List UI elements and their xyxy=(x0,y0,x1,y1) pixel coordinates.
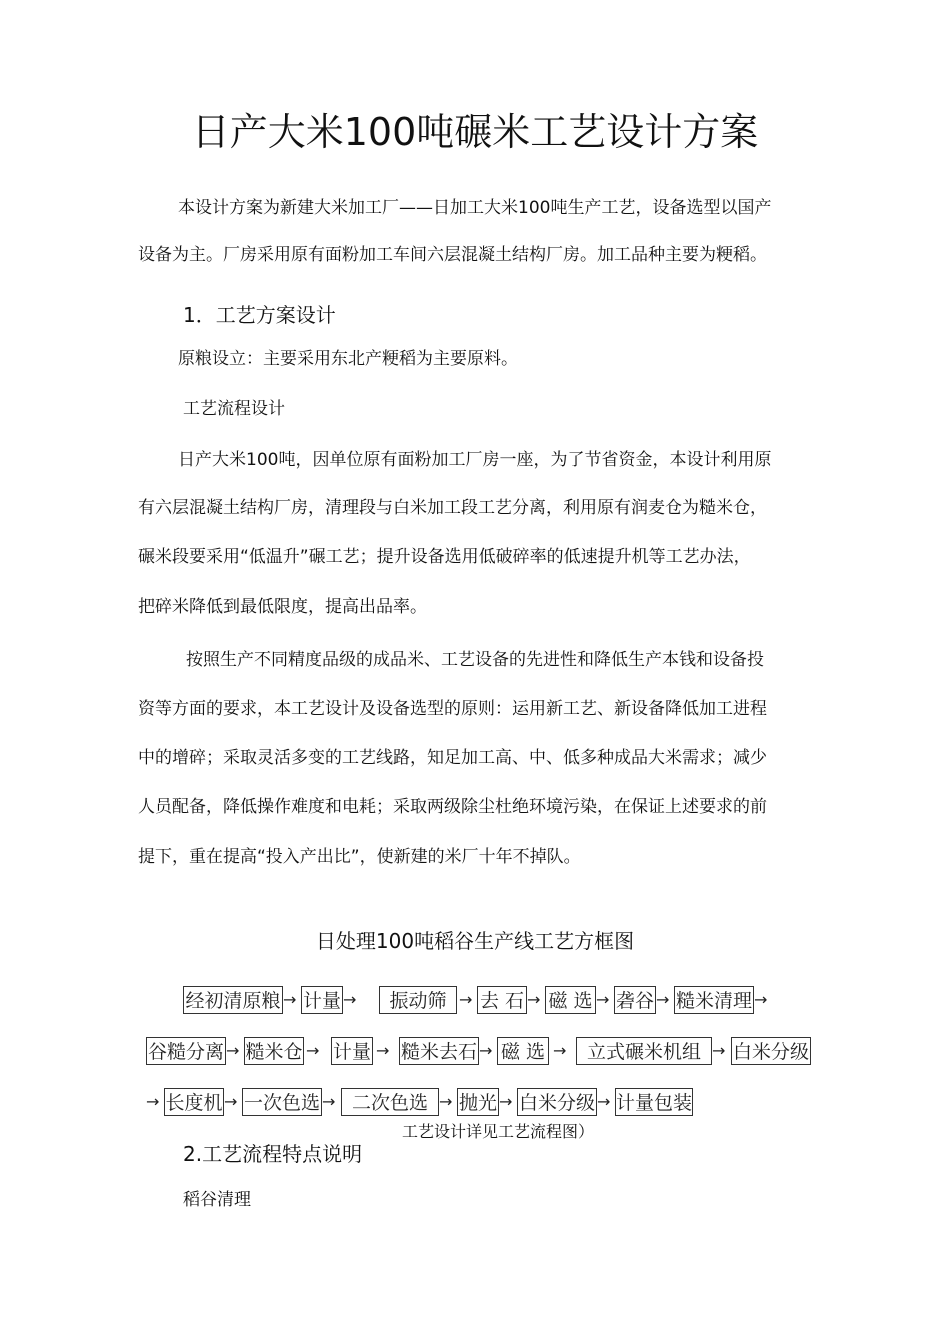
flow-arrow: → xyxy=(553,1041,567,1060)
flow-arrow: → xyxy=(754,990,768,1009)
flow-arrow: → xyxy=(499,1092,513,1111)
flow-box: 磁 选 xyxy=(545,986,596,1014)
flow-box: 抛光 xyxy=(457,1088,499,1116)
flow-box: 白米分级 xyxy=(517,1088,597,1116)
flow-arrow: → xyxy=(226,1041,240,1060)
para1-line-3: 碾米段要采用“低温升”碾工艺；提升设备选用低破碎率的低速提升机等工艺办法， xyxy=(138,547,751,567)
flow-box: 糙米去石 xyxy=(399,1037,479,1065)
flow-arrow: → xyxy=(283,990,297,1009)
flow-box: 一次色选 xyxy=(242,1088,322,1116)
para1-line-1: 日产大米100吨，因单位原有面粉加工厂房一座，为了节省资金，本设计利用原 xyxy=(178,450,772,470)
flow-arrow: → xyxy=(459,990,473,1009)
para2-line-3: 中的增碎；采取灵活多变的工艺线路，知足加工高、中、低多种成品大米需求；减少 xyxy=(138,748,767,768)
flow-arrow: → xyxy=(322,1092,336,1111)
flow-box: 砻谷 xyxy=(614,986,656,1014)
flow-arrow: → xyxy=(439,1092,453,1111)
intro-line-1: 本设计方案为新建大米加工厂——日加工大米100吨生产工艺，设备选型以国产 xyxy=(178,198,772,218)
flow-box: 磁 选 xyxy=(497,1037,549,1065)
para2-line-4: 人员配备，降低操作难度和电耗；采取两级除尘杜绝环境污染，在保证上述要求的前 xyxy=(138,797,767,817)
para2-line-1: 按照生产不同精度品级的成品米、工艺设备的先进性和降低生产本钱和设备投 xyxy=(186,650,764,670)
flow-box: 长度机 xyxy=(164,1088,224,1116)
flow-arrow: → xyxy=(306,1041,320,1060)
flow-box: 经初清原粮 xyxy=(183,986,283,1014)
flow-box: 糙米仓 xyxy=(244,1037,304,1065)
intro-line-2: 设备为主。厂房采用原有面粉加工车间六层混凝土结构厂房。加工品种主要为粳稻。 xyxy=(138,245,767,265)
flow-arrow: → xyxy=(712,1041,726,1060)
flow-box: 谷糙分离 xyxy=(146,1037,226,1065)
raw-material-line: 原粮设立：主要采用东北产粳稻为主要原料。 xyxy=(178,349,518,369)
flow-arrow: → xyxy=(656,990,670,1009)
flow-arrow: → xyxy=(479,1041,493,1060)
section2-sub: 稻谷清理 xyxy=(183,1190,251,1210)
flow-arrow: → xyxy=(596,990,610,1009)
para1-line-2: 有六层混凝土结构厂房，清理段与白米加工段工艺分离，利用原有润麦仓为糙米仓， xyxy=(138,498,767,518)
para2-line-5: 提下，重在提高“投入产出比”，使新建的米厂十年不掉队。 xyxy=(138,847,581,867)
flow-arrow: → xyxy=(224,1092,238,1111)
flowchart-title: 日处理100吨稻谷生产线工艺方框图 xyxy=(315,929,635,953)
flow-arrow: → xyxy=(146,1092,160,1111)
flow-box: 立式碾米机组 xyxy=(576,1037,712,1065)
page-title: 日产大米100吨碾米工艺设计方案 xyxy=(191,110,759,154)
flow-arrow: → xyxy=(597,1092,611,1111)
flow-box: 计量 xyxy=(301,986,343,1014)
flow-design-heading: 工艺流程设计 xyxy=(183,399,285,419)
section2-heading: 2.工艺流程特点说明 xyxy=(183,1142,363,1166)
para2-line-2: 资等方面的要求，本工艺设计及设备选型的原则：运用新工艺、新设备降低加工进程 xyxy=(138,699,767,719)
flow-box: 振动筛 xyxy=(379,986,457,1014)
para1-line-4: 把碎米降低到最低限度，提高出品率。 xyxy=(138,597,427,617)
flow-arrow: → xyxy=(527,990,541,1009)
flow-arrow: → xyxy=(376,1041,390,1060)
flow-arrow: → xyxy=(343,990,357,1009)
flow-box: 二次色选 xyxy=(341,1088,439,1116)
section1-heading: 1．工艺方案设计 xyxy=(183,303,336,327)
flow-box: 去 石 xyxy=(477,986,527,1014)
flowchart-note: 工艺设计详见工艺流程图） xyxy=(402,1122,595,1141)
flow-box: 糙米清理 xyxy=(674,986,754,1014)
flow-box: 计量包装 xyxy=(615,1088,693,1116)
flow-box: 白米分级 xyxy=(731,1037,811,1065)
flow-box: 计量 xyxy=(331,1037,373,1065)
